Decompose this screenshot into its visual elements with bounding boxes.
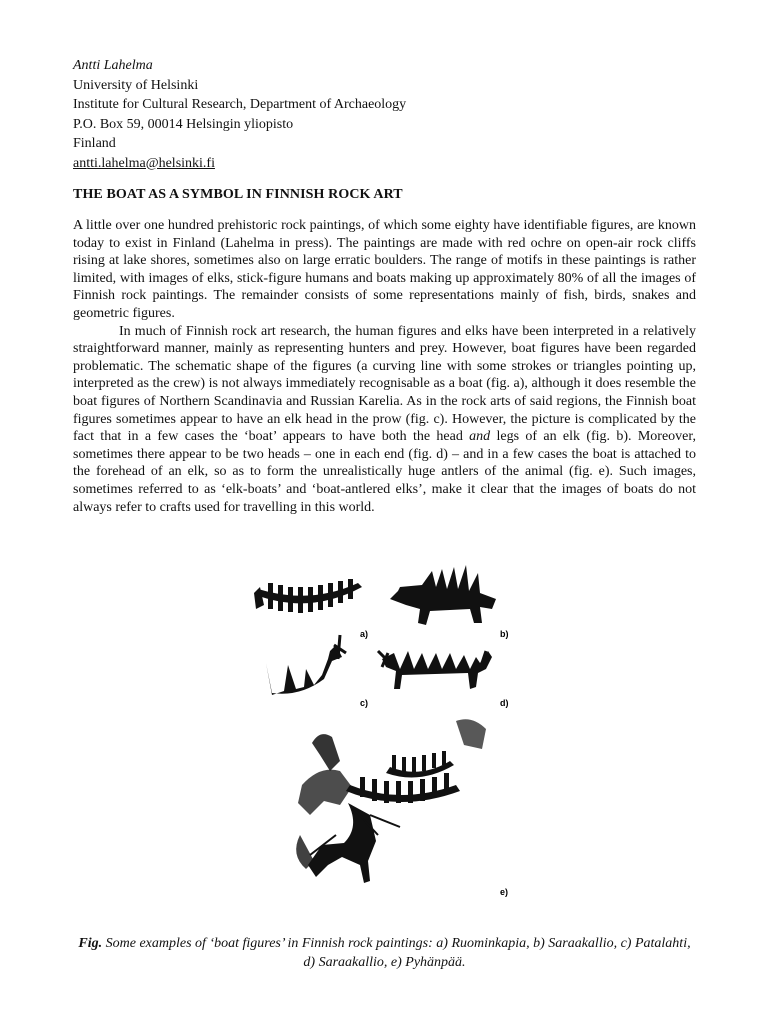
paragraph-2-part-1: In much of Finnish rock art research, the human figures and elks have been interpreted in a relatively straightforward manner, mainly as representing hunters and prey. However, boat figures have been regarded problematic. The schematic shape of the figures (a curving line with some strokes or triangles pointing up, interpreted as the crew) is not always immediately recognisable as a boat (fig. a), although it does resemble the boat figures of Northern Scandinavia and Russian Karelia. As in the rock arts of said regions, the Finnish boat figures sometimes appear to have an elk head in the prow (fig. c). However, the picture is complicated by the fact that in a few cases the ‘boat’ appears to have both the head	[73, 323, 696, 445]
body-paragraph-1: A little over one hundred prehistoric rock paintings, of which some eighty have identifiable figures, are known today to exist in Finland (Lahelma in press). The paintings are made with red ochre on open-air rock cliffs rising at lake shores, sometimes also on large erratic boulders. The range of motifs in these paintings is rather limited, with images of elks, stick-figure humans and boats making up approximately 80% of all the images of Finnish rock paintings. The remainder consists of some representations mainly of fish, birds, snakes and geometric figures.	[73, 218, 696, 321]
boat-figure-a	[254, 579, 362, 613]
author-email-link[interactable]: antti.lahelma@helsinki.fi	[73, 155, 215, 171]
rock-art-drawings	[250, 565, 520, 910]
figure-label-b: b)	[500, 629, 509, 639]
figure-caption	[73, 934, 696, 972]
figure-label-e: e)	[500, 887, 509, 897]
rock-art-figure	[250, 565, 520, 910]
figure-label-d: d)	[500, 698, 509, 708]
caption-text: Some examples of ‘boat figures’ in Finnish rock paintings: a) Ruominkapia, b) Saraakallio, c) Patalahti, d) Saraakallio, e) Pyhänpää.	[102, 936, 691, 970]
author-country: Finland	[73, 136, 116, 151]
boat-figure-b	[390, 565, 496, 625]
author-affiliation: University of Helsinki	[73, 77, 199, 93]
figure-label-a: a)	[360, 629, 369, 639]
boat-figure-e	[296, 719, 486, 883]
paper-title: THE BOAT AS A SYMBOL IN FINNISH ROCK ART	[73, 187, 403, 202]
paragraph-2-part-2: legs of an elk (fig. b). Moreover, sometimes there appear to be two heads – one in each end (fig. d) – and in a few cases the boat is attached to the forehead of an elk, so as to form the unrealistically huge antlers of the animal (fig. e). Such images, sometimes referred to as ‘elk-boats’ and ‘boat-antlered elks’, make it clear that the images of boats do not always refer to crafts used for travelling in this world.	[73, 429, 696, 515]
paragraph-2-emphasis: and	[469, 429, 491, 445]
author-department: Institute for Cultural Research, Department of Archaeology	[73, 97, 407, 112]
caption-lead: Fig.	[78, 936, 103, 951]
author-address: P.O. Box 59, 00014 Helsingin yliopisto	[73, 116, 294, 132]
author-block	[73, 56, 696, 173]
author-name: Antti Lahelma	[73, 58, 153, 73]
body-paragraph-2	[73, 323, 696, 517]
boat-figure-d	[378, 651, 492, 689]
paper-page	[73, 56, 696, 516]
boat-figure-c	[266, 635, 346, 695]
figure-label-c: c)	[360, 698, 369, 708]
